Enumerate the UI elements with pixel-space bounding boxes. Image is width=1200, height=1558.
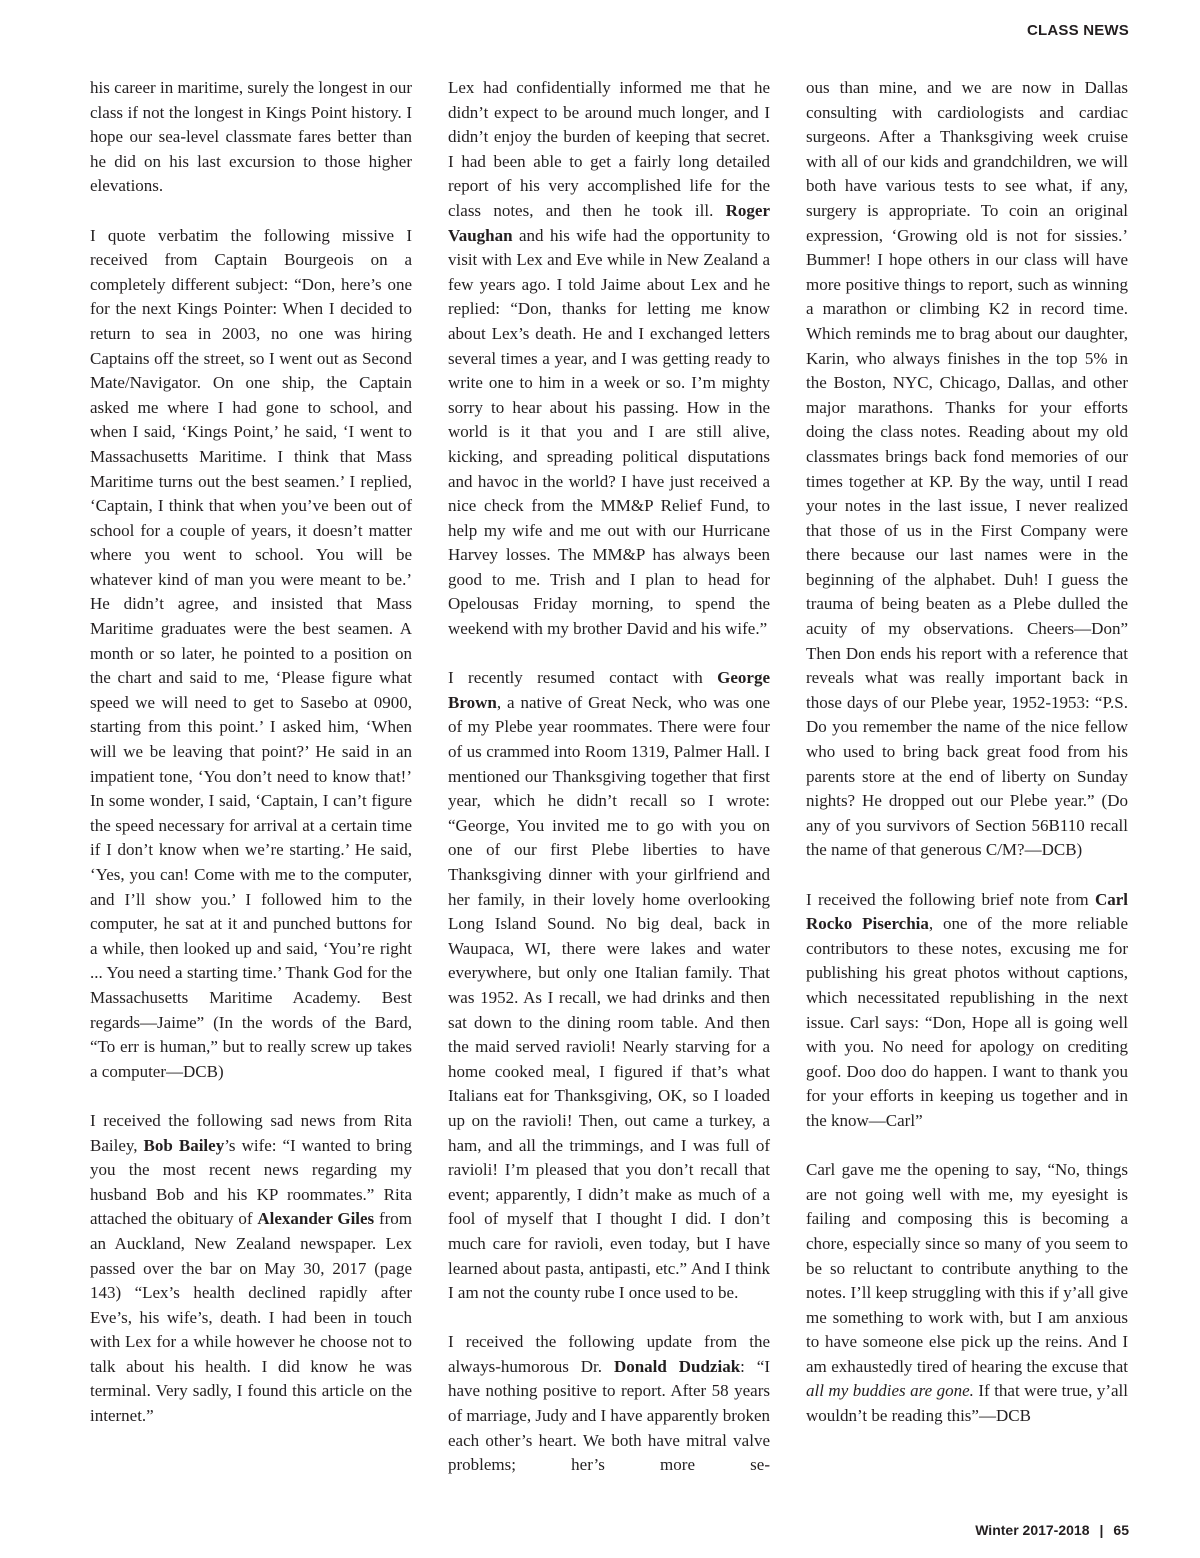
issue-label: Winter 2017-2018: [975, 1522, 1090, 1538]
paragraph: I quote verbatim the following missive I received from Captain Bourgeois on a completely different subject: “Don, here’s one for the next Kings Pointer: When I decided to return to sea in 2003, no one was hiring Captains off the street, so I went out as Second Mate/Navigator. On one ship, the Captain asked me where I had gone to school, and when I said, ‘Kings Point,’ he said, ‘I went to Massachusetts Maritime. I think that Mass Maritime turns out the best seamen.’ I replied, ‘Captain, I think that when you’ve been out of school for a couple of years, it doesn’t matter where you went to school. You will be whatever kind of man you were meant to be.’ He didn’t agree, and insisted that Mass Maritime graduates were the best seamen. A month or so later, he pointed to a position on the chart and said to me, ‘Please figure what speed we will need to get to Sasebo at 0900, starting from this point.’ I asked him, ‘When will we be leaving that point?’ He said in an impatient tone, ‘You don’t need to know that!’ In some wonder, I said, ‘Captain, I can’t figure the speed necessary for arrival at a certain time if I don’t know when we’re starting.’ He said, ‘Yes, you can! Come with me to the computer, and I’ll show you.’ I followed him to the computer, he sat at it and punched buttons for a while, then looked up and said, ‘You’re right ... You need a starting time.’ Thank God for the Massachusetts Maritime Academy. Best regards—Jaime” (In the words of the Bard, “To err is human,” but to really screw up takes a computer—DCB): [90, 225, 412, 1081]
paragraph: ous than mine, and we are now in Dallas consulting with cardiologists and cardiac surgeons. After a Thanksgiving week cruise with all of our kids and grandchildren, we will both have various tests to see what, if any, surgery is appropriate. To coin an original expression, ‘Growing old is not for sissies.’ Bummer! I hope others in our class will have more positive things to report, such as winning a marathon or climbing K2 in record time. Which reminds me to brag about our daughter, Karin, who always finishes in the top 5% in the Boston, NYC, Chicago, Dallas, and other major marathons. Thanks for your efforts doing the class notes. Reading about my old classmates brings back fond memories of our times together at KP. By the way, until I read your notes in the last issue, I never realized that those of us in the First Company were there because our last names were in the beginning of the alphabet. Duh! I guess the trauma of being beaten as a Plebe dulled the acuity of my observations. Cheers—Don” Then Don ends his report with a reference that reveals what was really important back in those days of our Plebe year, 1952-1953: “P.S. Do you remember the name of the nice fellow who used to bring back great food from his parents store at the end of liberty on Sunday nights? He dropped out our Plebe year.” (Do any of you survivors of Section 56B110 recall the name of that generous C/M?—DCB): [806, 78, 1128, 860]
text-column-3: [806, 76, 1128, 1429]
paragraph: I recently resumed contact with George Brown, a native of Great Neck, who was one of my Plebe year roommates. There were four of us crammed into Room 1319, Palmer Hall. I mentioned our Thanksgiving together that first year, which he didn’t recall so I wrote: “George, You invited me to go with you on one of our first Plebe liberties to have Thanksgiving dinner with your girlfriend and her family, in their lovely home overlooking Long Island Sound. No big deal, back in Waupaca, WI, there were lakes and water everywhere, but only one Italian family. That was 1952. As I recall, we had drinks and then sat down to the dining room table. And then the maid served ravioli! Nearly starving for a home cooked meal, I figured if that’s what Italians eat for Thanksgiving, OK, so I loaded up on the ravioli! Then, out came a turkey, a ham, and all the trimmings, and I was full of ravioli! I’m pleased that you don’t recall that event; apparently, I didn’t make as much of a fool of myself that I thought I did. I don’t much care for ravioli, even today, but I have learned about pasta, antipasti, etc.” And I think I am not the county rube I once used to be.: [448, 668, 770, 1303]
paragraph: his career in maritime, surely the longest in our class if not the longest in Kings Point history. I hope our sea-level classmate fares better than he did on his last excursion to those higher elevations.: [90, 78, 412, 196]
footer-separator: |: [1099, 1522, 1104, 1538]
page-number: 65: [1113, 1522, 1129, 1538]
page-footer: [975, 1522, 1129, 1538]
paragraph: I received the following update from the always-humorous Dr. Donald Dudziak: “I have nothing positive to report. After 58 years of marriage, Judy and I have apparently broken each other’s heart. We both have mitral valve problems; her’s more se-: [448, 1332, 771, 1475]
paragraph: I received the following sad news from Rita Bailey, Bob Bailey’s wife: “I wanted to bring you the most recent news regarding my husband Bob and his KP roommates.” Rita attached the obituary of Alexander Giles from an Auckland, New Zealand newspaper. Lex passed over the bar on May 30, 2017 (page 143) “Lex’s health declined rapidly after Eve’s, his wife’s, death. I had been in touch with Lex for a while however he choose not to talk about his health. I did know he was terminal. Very sadly, I found this article on the internet.”: [90, 1110, 413, 1426]
text-column-2: [448, 76, 770, 1478]
text-column-1: [90, 76, 412, 1429]
paragraph: Lex had confidentially informed me that he didn’t expect to be around much longer, and I didn’t enjoy the burden of keeping that secret. I had been able to get a fairly long detailed report of his very accomplished life for the class notes, and then he took ill. Roger Vaughan and his wife had the opportunity to visit with Lex and Eve while in New Zealand a few years ago. I told Jaime about Lex and he replied: “Don, thanks for letting me know about Lex’s death. He and I exchanged letters several times a year, and I was getting ready to write one to him in a week or so. I’m mighty sorry to hear about his passing. How in the world is it that you and I are still alive, kicking, and spreading political disputations and havoc in the world? I have just received a nice check from the MM&P Relief Fund, to help my wife and me out with our Hurricane Harvey losses. The MM&P has always been good to me. Trish and I plan to head for Opelousas Friday morning, to spend the weekend with my brother David and his wife.”: [448, 78, 770, 639]
section-label: CLASS NEWS: [1026, 22, 1129, 39]
paragraph: Carl gave me the opening to say, “No, things are not going well with me, my eyesight is failing and composing this is becoming a chore, especially since so many of you seem to be so reluctant to contribute anything to the notes. I’ll keep struggling with this if y’all give me something to work with, but I am anxious to have someone else pick up the reins. And I am exhaustedly tired of hearing the excuse that all my buddies are gone. If that were true, y’all wouldn’t be reading this”—DCB: [806, 1160, 1128, 1426]
paragraph: I received the following brief note from Carl Rocko Piserchia, one of the more reliable contributors to these notes, excusing me for publishing his great photos without captions, which necessitated republishing in the next issue. Carl says: “Don, Hope all is going well with you. No need for apology on crediting goof. Doo doo do happen. I want to thank you for your efforts in keeping us together and in the know—Carl”: [806, 889, 1128, 1130]
